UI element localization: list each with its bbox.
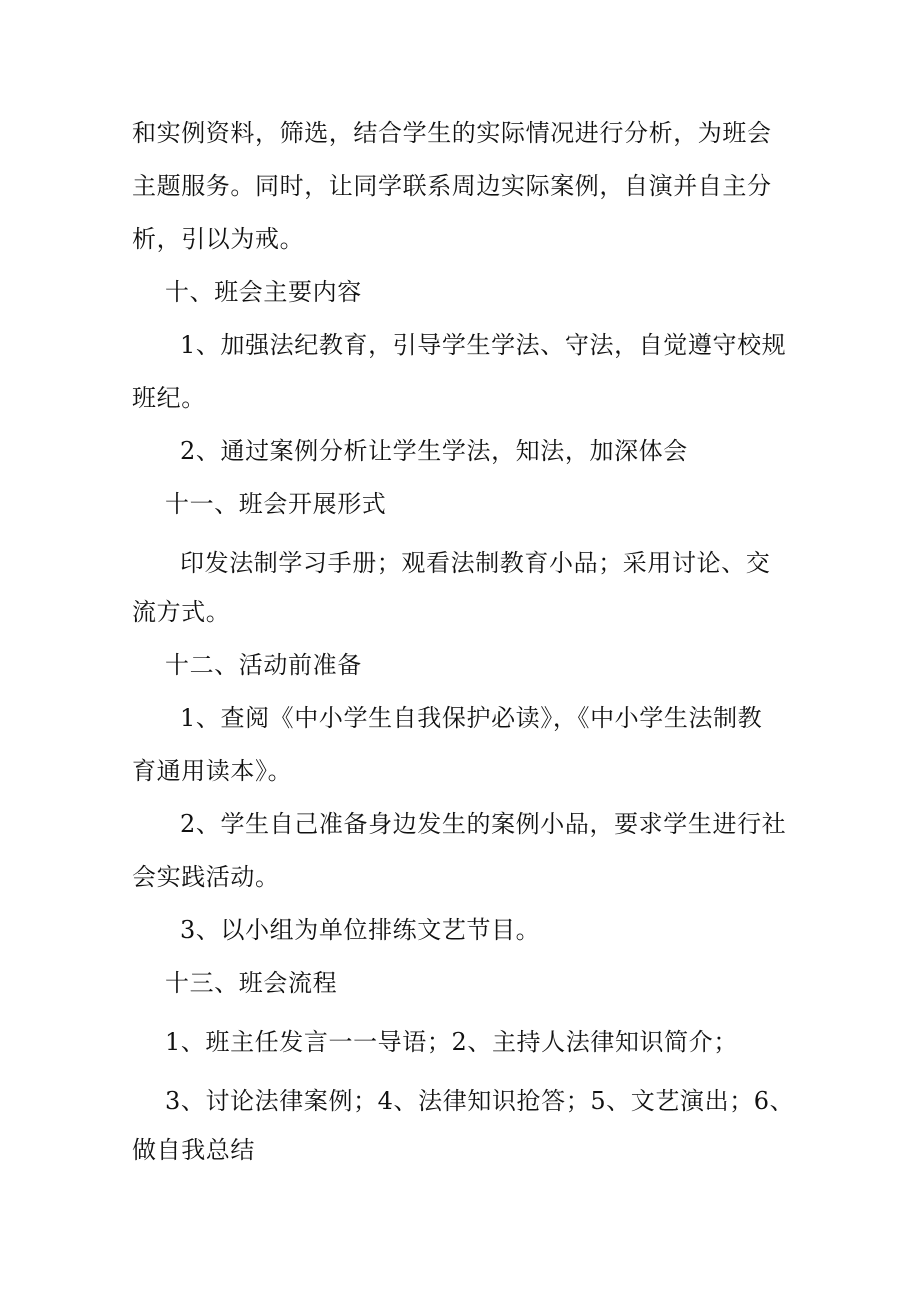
list-item-line: 班纪。 <box>132 384 206 412</box>
list-item-line: 做自我总结 <box>132 1136 255 1164</box>
list-item-line: 1、加强法纪教育，引导学生学法、守法，自觉遵守校规 <box>180 331 787 359</box>
paragraph-line: 和实例资料，筛选，结合学生的实际情况进行分析，为班会 <box>132 119 772 147</box>
paragraph-line: 析，引以为戒。 <box>132 225 305 253</box>
paragraph-line: 流方式。 <box>132 598 231 626</box>
list-item-line: 3、以小组为单位排练文艺节目。 <box>180 916 541 944</box>
section-heading: 十二、活动前准备 <box>165 651 362 679</box>
list-item-line: 2、学生自己准备身边发生的案例小品，要求学生进行社 <box>180 810 787 838</box>
section-heading: 十三、班会流程 <box>165 969 338 997</box>
section-heading: 十一、班会开展形式 <box>165 490 387 518</box>
section-heading: 十、班会主要内容 <box>165 278 362 306</box>
list-item-line: 1、查阅《中小学生自我保护必读》，《中小学生法制教 <box>180 704 763 732</box>
list-item-line: 育通用读本》。 <box>132 757 293 785</box>
list-item-line: 2、通过案例分析让学生学法，知法，加深体会 <box>180 437 688 465</box>
list-item-line: 1、班主任发言一一导语；2、主持人法律知识简介； <box>165 1028 738 1056</box>
paragraph-line: 主题服务。同时，让同学联系周边实际案例，自演并自主分 <box>132 172 772 200</box>
list-item-line: 会实践活动。 <box>132 863 280 891</box>
list-item-line: 3、讨论法律案例；4、法律知识抢答；5、文艺演出；6、 <box>165 1087 795 1115</box>
paragraph-line: 印发法制学习手册；观看法制教育小品；采用讨论、交 <box>180 549 771 577</box>
